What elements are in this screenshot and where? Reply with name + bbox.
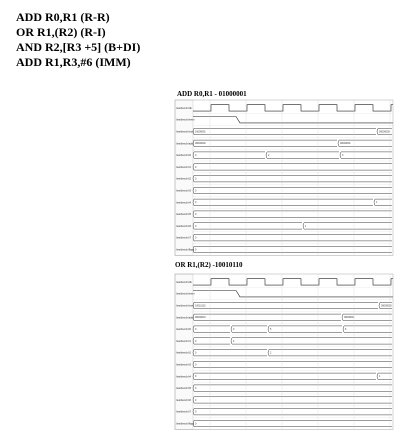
signal-label: /testbench/addr [176,316,194,320]
bus-transition [268,326,269,332]
signal-label: /testbench/clk [176,280,192,284]
bus-value: 0 [195,189,197,193]
signal-label: /testbench/r6 [176,398,191,402]
signal-label: /testbench/r0 [176,328,191,332]
bus-value: 0 [195,422,197,426]
bus-value: 0 [195,387,197,390]
bus-value: 0 [195,328,197,331]
bus-value: 2 [268,154,270,157]
signal-label: /testbench/r5 [176,213,191,217]
signal-label: /testbench/r2 [176,177,191,181]
bus-transition [343,326,344,332]
bus-transition [268,350,269,356]
bus-transition [338,140,339,146]
bus-value: 0 [195,375,197,379]
signal-label: /testbench/r4 [176,375,191,379]
signal-label: /testbench/reset [176,292,195,296]
bus-value: 0 [195,351,197,355]
bus-transition [377,373,378,379]
instruction-line-2: OR R1,(R2) (R-I) [16,25,106,39]
signal-label: /testbench/r5 [176,387,191,391]
instruction-line-4: ADD R1,R3,#6 (IMM) [16,55,131,69]
bus-transition [231,326,232,332]
bus-value: 0 [195,339,197,343]
bus-value: 4 [233,339,235,343]
clock-trace [193,279,393,285]
clock-trace [193,105,393,111]
bus-transition [231,338,232,344]
bus-value: 0 [195,398,197,402]
bus-value: 2 [270,351,272,355]
bus-value: 0 [195,224,197,228]
signal-label: /testbench/r4 [176,201,191,205]
bus-transition [377,128,378,134]
bus-value: 5 [270,328,272,331]
bus-value: 01000001 [195,130,206,134]
bus-value: 0 [195,154,197,157]
signal-label: /testbench/reset [176,118,195,122]
bus-value: 1 [379,375,381,379]
bus-value: 00000010 [195,316,206,320]
bus-value: 00000000 [379,130,390,134]
bus-value: 6 [345,328,347,331]
bus-value: 0 [195,410,197,414]
signal-label: /testbench/flags [176,422,195,426]
signal-label: /testbench/r7 [176,410,191,414]
bus-transition [340,152,341,158]
reset-trace [193,291,393,297]
bus-value: 0 [195,165,197,169]
bus-value: 0 [195,213,197,216]
reset-trace [193,117,393,123]
bus-value: 00000000 [381,304,392,308]
bus-transition [379,302,380,308]
bus-value: 0 [195,201,197,205]
signal-label: /testbench/r3 [176,189,191,193]
signal-label: /testbench/instr [176,304,194,308]
signal-label: /testbench/r0 [176,154,191,158]
signal-label: /testbench/r6 [176,224,191,228]
bus-transition [266,152,267,158]
signal-label: /testbench/r1 [176,339,191,343]
signal-label: /testbench/instr [176,130,194,134]
waveform-title-1: ADD R0,R1 - 01000001 [177,90,247,98]
waveform-panel-frame [175,100,393,255]
bus-value: 3 [233,328,235,331]
signal-label: /testbench/r1 [176,165,191,169]
bus-transition [303,223,304,229]
signal-label: /testbench/r2 [176,351,191,355]
bus-value: 00000000 [195,142,206,146]
signal-label: /testbench/addr [176,142,194,146]
bus-transition [342,314,343,320]
bus-value: 00000001 [340,142,351,146]
bus-value: 0 [195,236,197,240]
signal-label: /testbench/r3 [176,363,191,367]
signal-label: /testbench/flags [176,248,195,252]
waveform-panel-frame [175,274,393,429]
signal-label: /testbench/clk [176,106,192,110]
bus-value: 00000011 [344,316,355,320]
bus-value: 0 [195,363,197,367]
bus-value: 3 [342,154,344,157]
bus-value: 1 [305,224,307,228]
bus-value: 10010110 [195,304,206,308]
bus-value: 1 [376,201,378,205]
instruction-line-3: AND R2,[R3 +5] (B+DI) [16,40,141,54]
signal-label: /testbench/r7 [176,236,191,240]
bus-value: 0 [195,248,197,252]
bus-transition [374,199,375,205]
waveform-title-2: OR R1,(R2) -10010110 [175,261,243,269]
instruction-line-1: ADD R0,R1 (R-R) [16,10,110,24]
bus-value: 0 [195,177,197,181]
